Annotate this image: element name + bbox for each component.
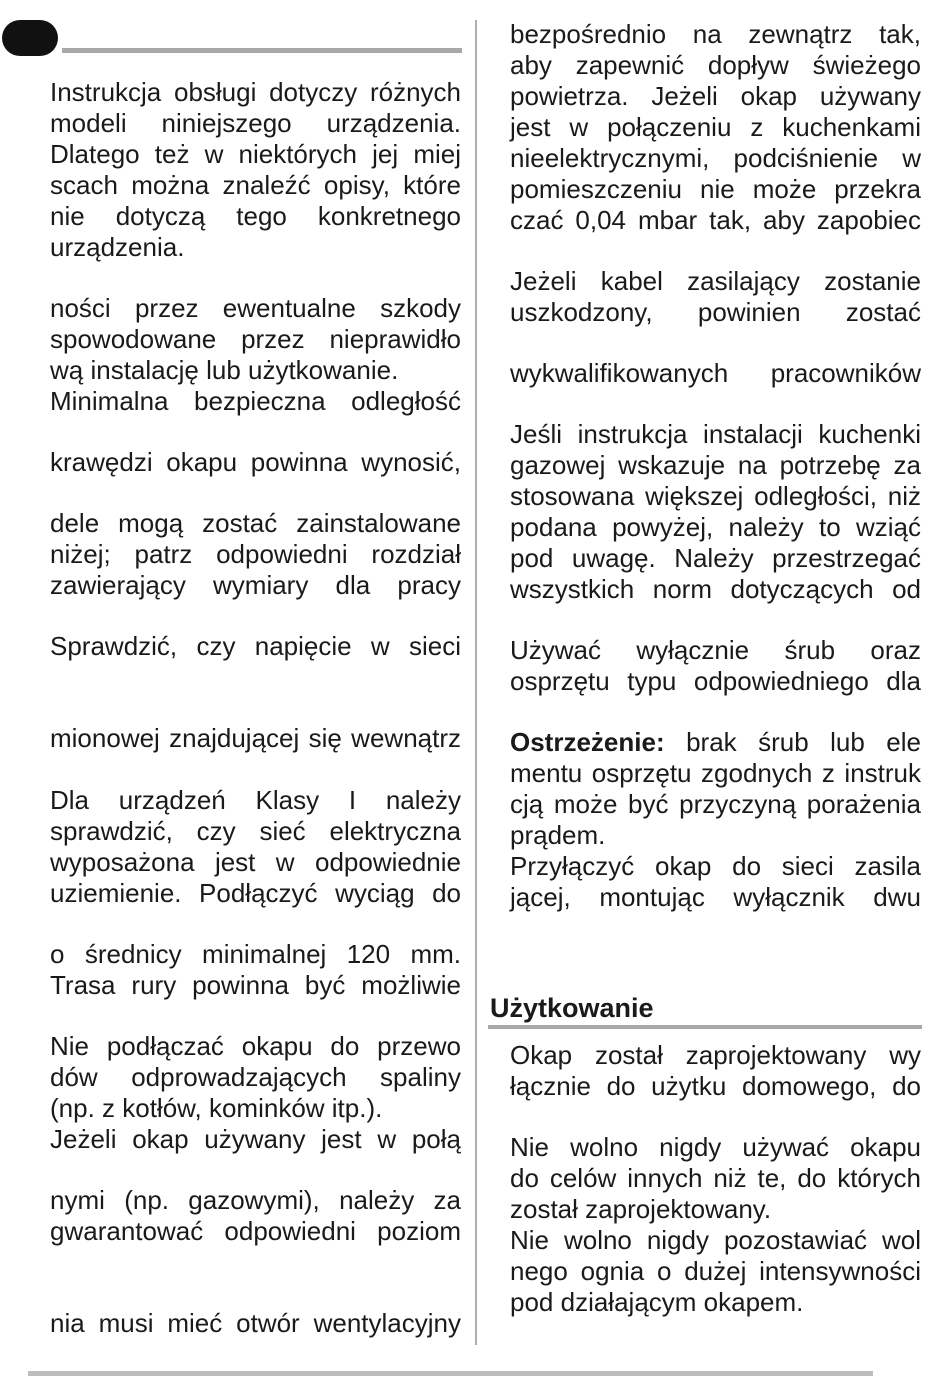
text-line: Dla urządzeń Klasy I należy	[50, 785, 461, 815]
text-line: łącznie do użytku domowego, do	[510, 1071, 921, 1101]
text-line: wykwalifikowanych pracowników	[510, 358, 921, 388]
text-line: pod uwagę. Należy przestrzegać	[510, 543, 921, 573]
text-line: Dlatego też w niektórych jej miej	[50, 139, 461, 169]
text-line: modeli niniejszego urządzenia.	[50, 108, 461, 138]
text-line: ności przez ewentualne szkody	[50, 293, 461, 323]
text-line: uziemienie. Podłączyć wyciąg do	[50, 878, 461, 908]
text-line: Sprawdzić, czy napięcie w sieci	[50, 631, 461, 661]
text-line: gwarantować odpowiedni poziom	[50, 1216, 461, 1246]
text-line: uszkodzony, powinien zostać	[510, 297, 921, 327]
section-heading: Użytkowanie	[490, 993, 654, 1023]
text-line: nie dotyczą tego konkretnego	[50, 201, 461, 231]
text-line: nego ognia o dużej intensywności	[510, 1256, 921, 1286]
text-line: prądem.	[510, 820, 606, 850]
text-line: Używać wyłącznie śrub oraz	[510, 635, 921, 665]
footer-rule	[28, 1371, 873, 1376]
text-line: niżej; patrz odpowiedni rozdział	[50, 539, 461, 569]
warning-line	[510, 727, 921, 758]
text-line: wą instalację lub użytkowanie.	[50, 355, 399, 385]
text-line: Jeżeli okap używany jest w połą	[50, 1124, 461, 1154]
column-divider	[475, 20, 477, 1345]
text-line: jącej, montując wyłącznik dwu	[510, 882, 921, 912]
text-line: spowodowane przez nieprawidło	[50, 324, 461, 354]
section-heading-rule	[488, 1025, 922, 1029]
text-line: osprzętu typu odpowiedniego dla	[510, 666, 921, 696]
text-line: został zaprojektowany.	[510, 1194, 772, 1224]
text-line: dów odprowadzających spaliny	[50, 1062, 461, 1092]
text-line: podana powyżej, należy to wziąć	[510, 512, 921, 542]
text-line: urządzenia.	[50, 232, 185, 262]
header-rule	[62, 48, 462, 53]
warning-label: Ostrzeżenie:	[510, 727, 665, 757]
text-line: sprawdzić, czy sieć elektryczna	[50, 816, 461, 846]
text-line: nia musi mieć otwór wentylacyjny	[50, 1308, 461, 1338]
text-line: Trasa rury powinna być możliwie	[50, 970, 461, 1000]
text-line: pod działającym okapem.	[510, 1287, 804, 1317]
text-line: do celów innych niż te, do których	[510, 1163, 921, 1193]
text-line: jest w połączeniu z kuchenkami	[510, 112, 921, 142]
text-line: Jeżeli kabel zasilający zostanie	[510, 266, 921, 296]
text-line: Nie wolno nigdy pozostawiać wol	[510, 1225, 921, 1255]
text-line: Minimalna bezpieczna odległość	[50, 386, 461, 416]
text-line: wyposażona jest w odpowiednie	[50, 847, 461, 877]
text-line: Nie podłączać okapu do przewo	[50, 1031, 461, 1061]
text-line: powietrza. Jeżeli okap używany	[510, 81, 921, 111]
text-line: zawierający wymiary dla pracy	[50, 570, 461, 600]
text-line: (np. z kotłów, kominków itp.).	[50, 1093, 383, 1123]
text-line: pomieszczeniu nie może przekra	[510, 174, 921, 204]
text-line: cją może być przyczyną porażenia	[510, 789, 921, 819]
text-line: scach można znaleźć opisy, które	[50, 170, 461, 200]
text-line: bezpośrednio na zewnątrz tak,	[510, 19, 921, 49]
text-line: gazowej wskazuje na potrzebę za	[510, 450, 921, 480]
page-tab-marker	[2, 20, 58, 56]
text-line: krawędzi okapu powinna wynosić,	[50, 447, 461, 477]
text-line: nymi (np. gazowymi), należy za	[50, 1185, 461, 1215]
text-line: Przyłączyć okap do sieci zasila	[510, 851, 921, 881]
text-line: mentu osprzętu zgodnych z instruk	[510, 758, 921, 788]
warning-text: brak śrub lub ele	[686, 727, 921, 757]
text-line: nieelektrycznymi, podciśnienie w	[510, 143, 921, 173]
text-line: stosowana większej odległości, niż	[510, 481, 921, 511]
text-line: czać 0,04 mbar tak, aby zapobiec	[510, 205, 921, 235]
text-line: mionowej znajdującej się wewnątrz	[50, 723, 461, 753]
text-line: Jeśli instrukcja instalacji kuchenki	[510, 419, 921, 449]
text-line: Nie wolno nigdy używać okapu	[510, 1132, 921, 1162]
text-line: aby zapewnić dopływ świeżego	[510, 50, 921, 80]
text-line: o średnicy minimalnej 120 mm.	[50, 939, 461, 969]
text-line: Instrukcja obsługi dotyczy różnych	[50, 77, 461, 107]
text-line: dele mogą zostać zainstalowane	[50, 508, 461, 538]
text-line: wszystkich norm dotyczących od	[510, 574, 921, 604]
text-line: Okap został zaprojektowany wy	[510, 1040, 921, 1070]
